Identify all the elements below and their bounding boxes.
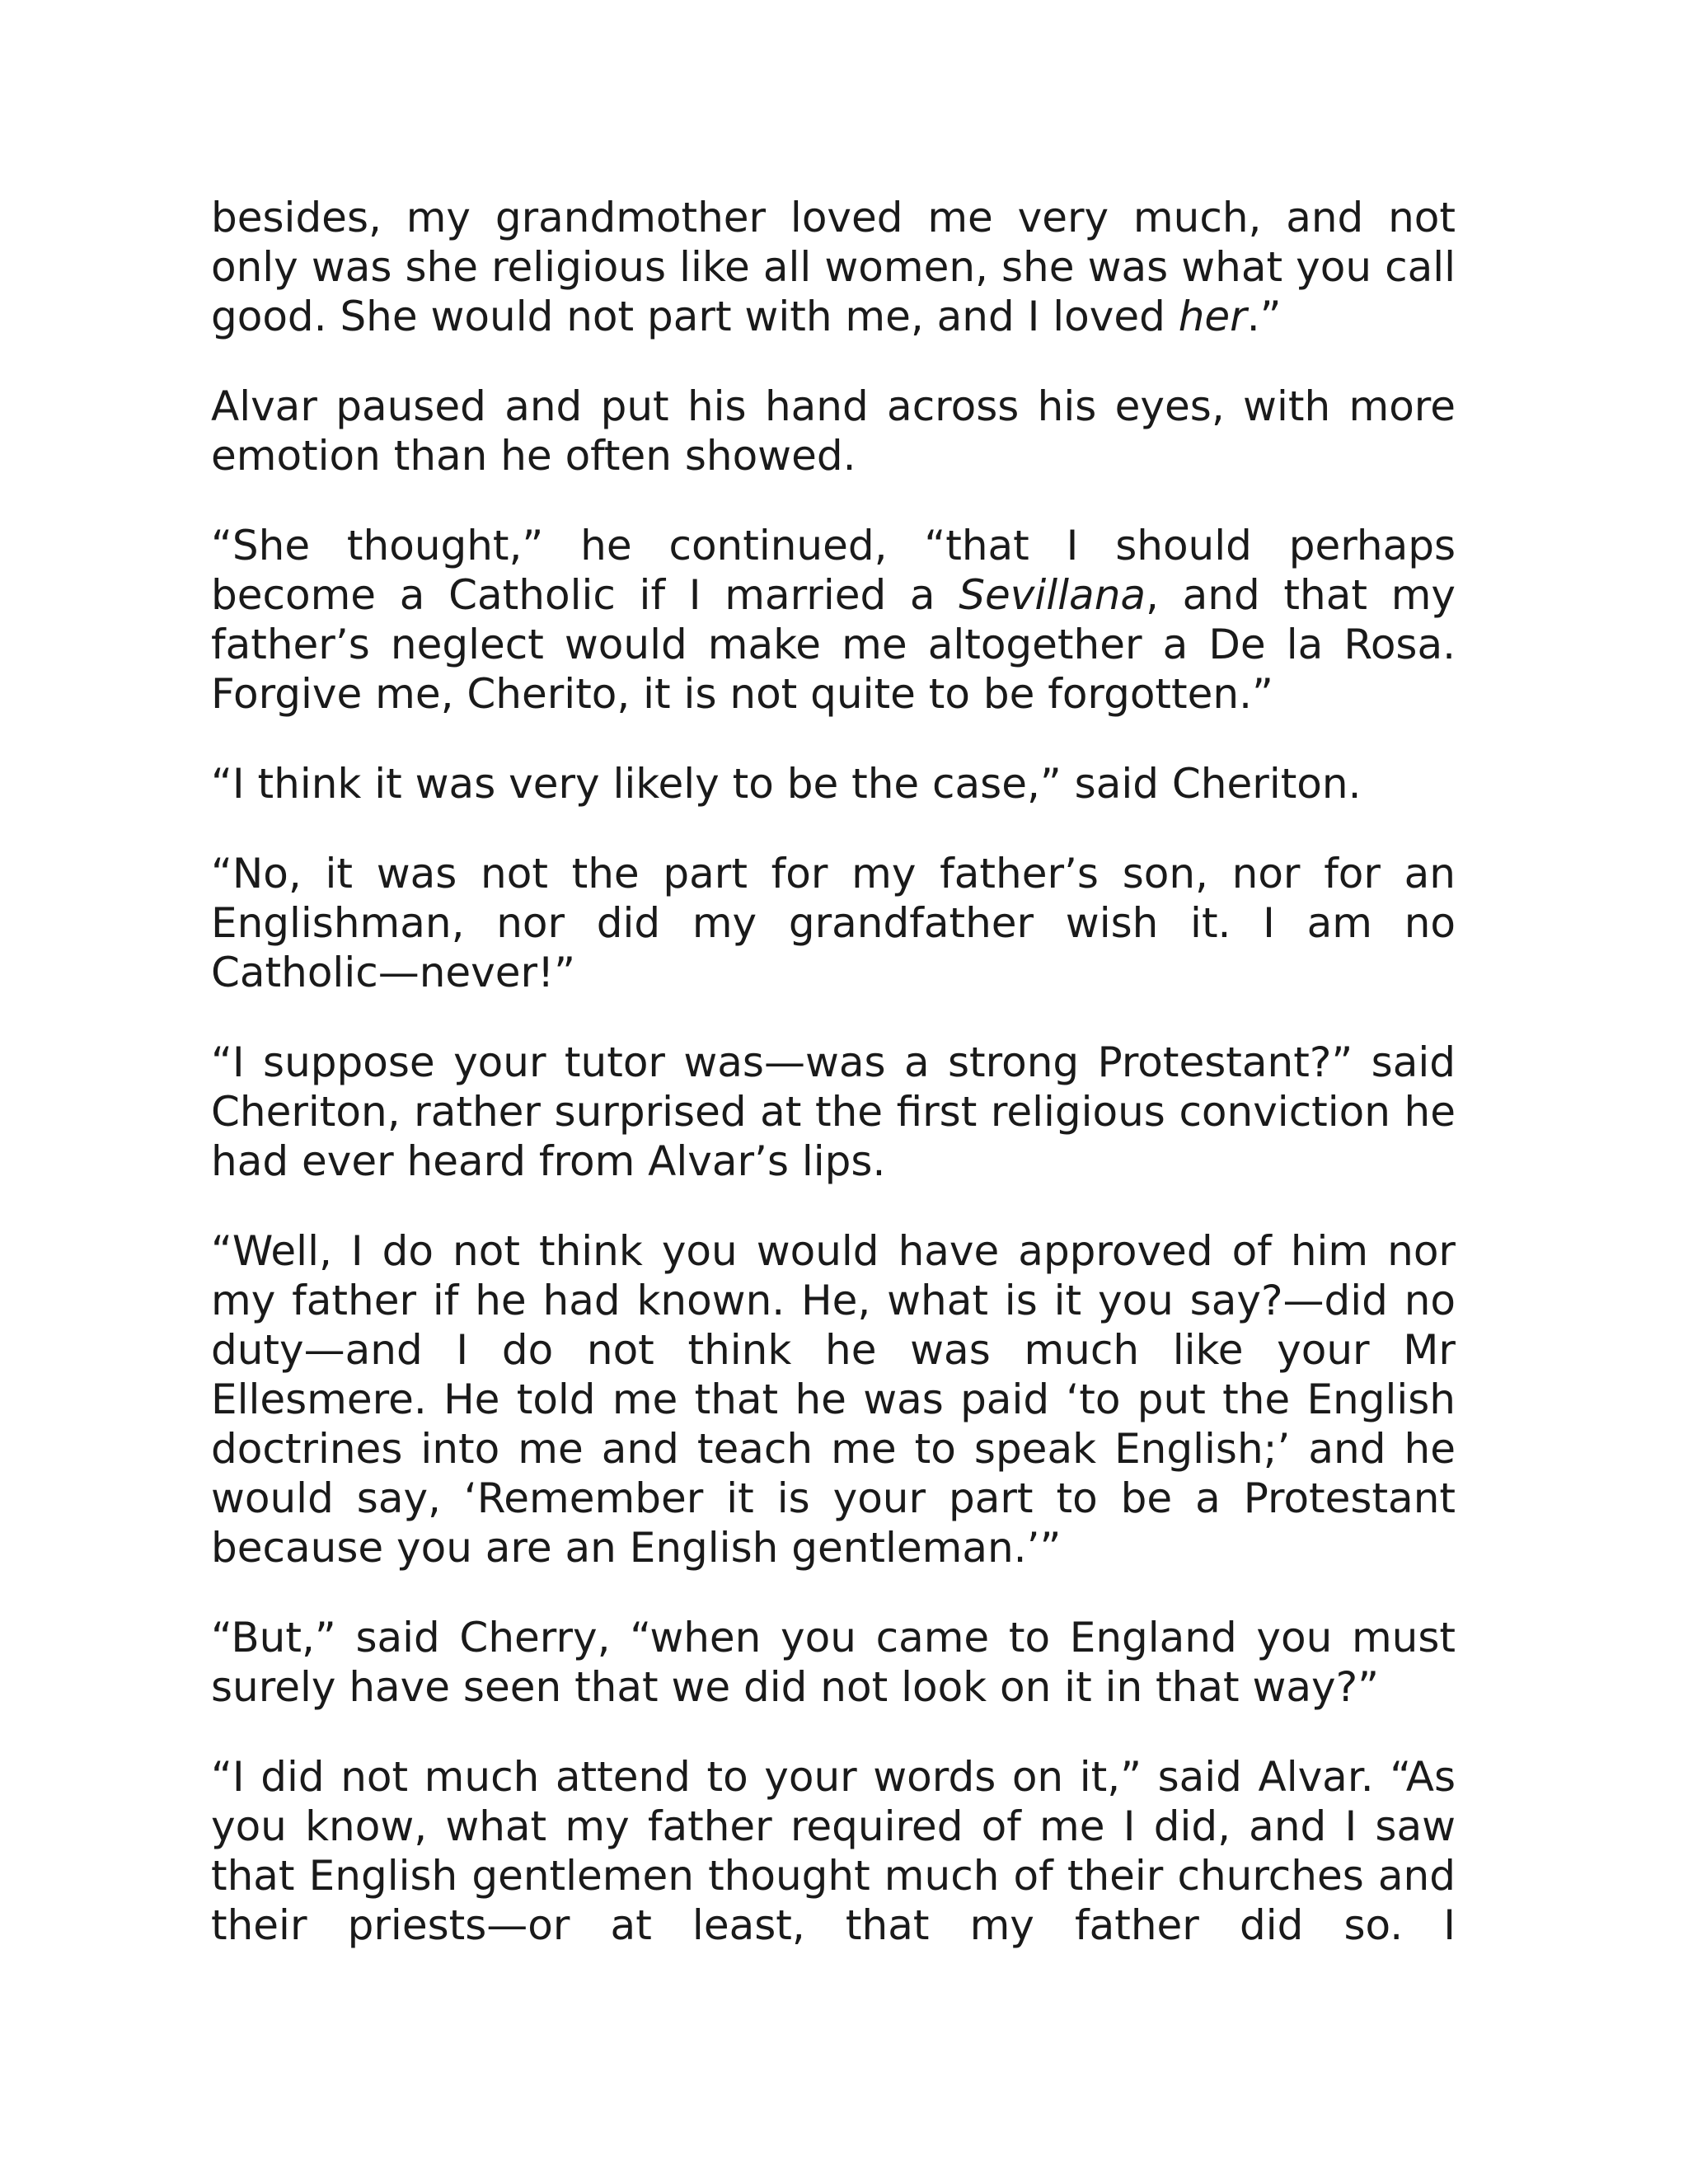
italic-text: her — [1178, 293, 1247, 340]
text-run: besides, my grandmother loved me very much, and not only was she religious like all women, she was what you call good. She would not part with me, and I loved — [211, 194, 1456, 340]
page-text — [211, 193, 1456, 1950]
paragraph — [211, 193, 1456, 341]
text-run: “She thought,” he continued, “that I should perhaps become a Catholic if I married a — [211, 522, 1456, 619]
text-run: Alvar paused and put his hand across his eyes, with more emotion than he often showed. — [211, 382, 1456, 480]
text-run: “I did not much attend to your words on it,” said Alvar. “As you know, what my father required of me I did, and I saw that English gentlemen thought much of their churches and their priests—or at least, that my father did so. I — [211, 1753, 1456, 1949]
text-run: , and that my father’s neglect would make me altogether a De la Rosa. Forgive me, Cherito, it is not quite to be forgotten.” — [211, 571, 1456, 718]
italic-text: Sevillana — [959, 571, 1146, 619]
paragraph — [211, 1226, 1456, 1572]
text-run: “But,” said Cherry, “when you came to England you must surely have seen that we did not look on it in that way?” — [211, 1614, 1456, 1711]
paragraph — [211, 382, 1456, 480]
text-run: “Well, I do not think you would have approved of him nor my father if he had known. He, what is it you say?—did no duty—and I do not think he was much like your Mr Ellesmere. He told me that he was paid ‘to put the English doctrines into me and teach me to speak English;’ and he would say, ‘Remember it is your part to be a Protestant because you are an English gentleman.’” — [211, 1227, 1456, 1572]
text-run: “No, it was not the part for my father’s son, nor for an Englishman, nor did my grandfather wish it. I am no Catholic—never!” — [211, 850, 1456, 996]
paragraph — [211, 521, 1456, 719]
paragraph — [211, 759, 1456, 808]
text-run: .” — [1246, 293, 1282, 340]
paragraph — [211, 1752, 1456, 1950]
paragraph — [211, 1038, 1456, 1186]
paragraph — [211, 849, 1456, 997]
text-run: “I think it was very likely to be the case,” said Cheriton. — [211, 760, 1362, 808]
text-run: “I suppose your tutor was—was a strong Protestant?” said Cheriton, rather surprised at the first religious conviction he had ever heard from Alvar’s lips. — [211, 1038, 1456, 1185]
paragraph — [211, 1613, 1456, 1712]
